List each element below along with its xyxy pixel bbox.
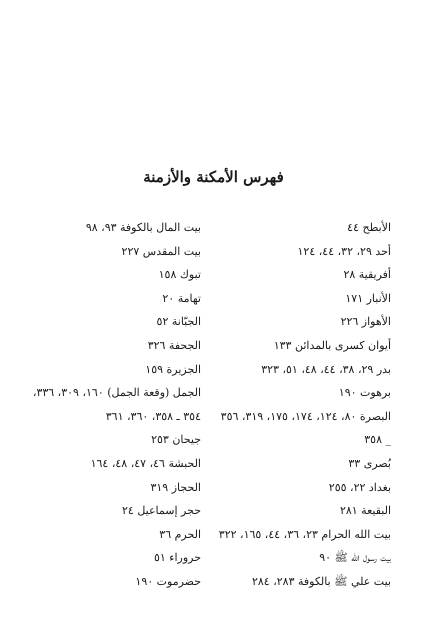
- index-entry: الحبشة ٤٦، ٤٧، ٤٨، ١٦٤: [90, 456, 201, 470]
- index-entry: أيوان كسرى بالمدائن ١٣٣: [273, 338, 391, 352]
- index-entry: بيت علي ﷺ بالكوفة ٢٨٣، ٢٨٤: [251, 574, 391, 588]
- index-entry: الأهواز ٢٢٦: [340, 315, 391, 329]
- index-column-left: [0, 216, 201, 594]
- index-entry: الأبطح ٤٤: [347, 221, 391, 234]
- index-entry: أحد ٢٩، ٣٢، ٤٤، ١٢٤: [297, 244, 391, 258]
- index-entry: الجبّانة ٥٢: [156, 315, 201, 329]
- index-entry: الجزيرة ١٥٩: [145, 362, 201, 376]
- index-entry: البصرة ٨٠، ١٢٤، ١٧٤، ١٧٥، ٣١٩، ٣٥٦: [220, 409, 391, 423]
- index-entry: برهوت ١٩٠: [338, 386, 391, 400]
- index-entry: جيحان ٢٥٣: [151, 433, 201, 447]
- index-entry: حروراء ٥١: [153, 551, 201, 565]
- index-entry: بُصرى ٣٣: [348, 456, 391, 470]
- index-entry: بيت المقدس ٢٢٧: [121, 244, 201, 258]
- index-entry: تهامة ٢٠: [162, 291, 201, 305]
- index-column-right: [191, 216, 391, 594]
- index-entry: أفريقية ٢٨: [343, 268, 391, 282]
- index-entry: الجحفة ٣٢٦: [147, 338, 201, 352]
- index-entry: ٣٥٤ ـ ٣٥٨، ٣٦٠، ٣٦١: [105, 409, 201, 423]
- index-entry: بغداد ٢٢، ٢٥٥: [328, 480, 391, 494]
- page-title: فهرس الأمكنة والأزمنة: [143, 168, 284, 186]
- index-entry: الأنبار ١٧١: [345, 291, 391, 305]
- index-entry: _ ٣٥٨: [364, 433, 391, 447]
- index-entry: حجر إسماعيل ٢٤: [122, 504, 201, 518]
- index-entry: تبوك ١٥٨: [158, 268, 201, 282]
- index-entry: بيت الله الحرام ٢٣، ٣٦، ٤٤، ١٦٥، ٣٢٢: [218, 527, 391, 541]
- index-entry: بيت المال بالكوفة ٩٣، ٩٨: [85, 221, 201, 234]
- index-entry: الحرم ٣٦: [159, 527, 201, 541]
- index-entry: البقيعة ٢٨١: [339, 504, 391, 518]
- index-entry: الجمل (وقعة الجمل) ١٦٠، ٣٠٩، ٣٣٦،: [32, 386, 201, 400]
- index-entry: بدر ٢٩، ٣٨، ٤٤، ٤٨، ٥١، ٣٢٣: [261, 362, 391, 376]
- index-entry: حضرموت ١٩٠: [135, 574, 201, 588]
- index-entry: بيت رسول الله ﷺ ٩٠: [319, 551, 391, 565]
- index-entry: الحجاز ٣١٩: [150, 480, 201, 494]
